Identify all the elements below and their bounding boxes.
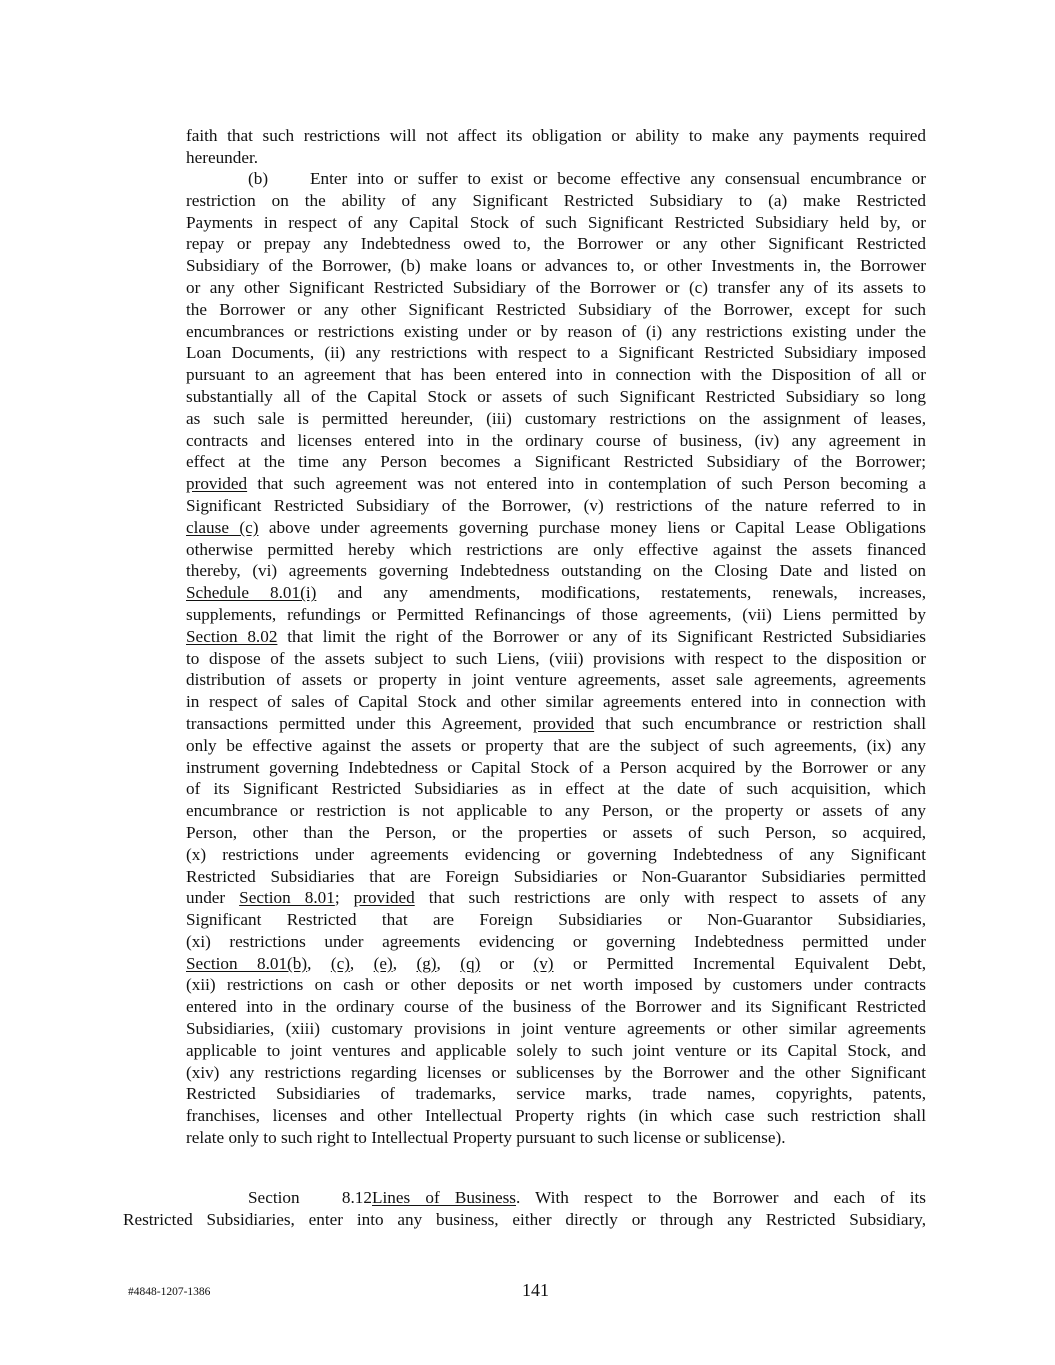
text-line (186, 321, 926, 343)
text-segment: (x) restrictions under agreements evidencing or governing Indebtedness of any Significant (186, 844, 926, 864)
text-segment: , (349, 953, 374, 973)
text-line (186, 996, 926, 1018)
text-segment: Significant Restricted Subsidiary of the Borrower, (v) restrictions of the nature referred to in (186, 495, 926, 515)
text-line (186, 364, 926, 386)
text-segment: instrument governing Indebtedness or Capital Stock of a Person acquired by the Borrower or any (186, 757, 926, 777)
text-line (186, 648, 926, 670)
text-segment: ; (334, 888, 354, 908)
text-line (186, 604, 926, 626)
section-number: Section 8.12 (248, 1188, 372, 1207)
text-line (186, 451, 926, 473)
text-line (186, 255, 926, 277)
page-number: 141 (522, 1280, 549, 1300)
cross-reference-link: (c) (330, 953, 350, 973)
text-segment: that such restrictions are only with respect to assets of any (414, 888, 926, 908)
text-segment: (xi) restrictions under agreements evidencing or governing Indebtedness permitted under (186, 931, 926, 951)
text-segment: Subsidiaries, (xiii) customary provisions in joint venture agreements or other similar agreements (186, 1019, 926, 1039)
text-line (186, 735, 926, 757)
text-segment: in respect of sales of Capital Stock and other similar agreements entered into in connection with (186, 692, 926, 712)
text-segment: (xiv) any restrictions regarding licenses or sublicenses by the Borrower and the other Significant (186, 1062, 926, 1082)
text-segment: transactions permitted under this Agreement, (186, 713, 534, 733)
document-id: #4848-1207-1386 (128, 1286, 211, 1298)
cross-reference-link: Section 8.01(b) (186, 953, 308, 973)
text-line: Restricted Subsidiaries, enter into any business, either directly or through any Restricted Subsidiary, (123, 1209, 926, 1229)
text-segment: under (186, 888, 240, 908)
text-line (186, 757, 926, 779)
text-line: hereunder. (186, 147, 259, 167)
text-line (186, 430, 926, 452)
text-segment: as such sale is permitted hereunder, (iii) customary restrictions on the assignment of leases, (186, 408, 926, 428)
text-segment: applicable to joint ventures and applicable solely to such joint venture or its Capital Stock, and (186, 1040, 926, 1060)
text-line (186, 887, 926, 909)
text-segment: pursuant to an agreement that has been entered into in connection with the Disposition of all or (186, 365, 926, 385)
cross-reference-link: (e) (373, 953, 393, 973)
cross-reference-link: Schedule 8.01(i) (186, 583, 317, 603)
text-line: faith that such restrictions will not affect its obligation or ability to make any payments required (186, 126, 926, 145)
text-line (186, 1127, 926, 1149)
text-line (186, 1040, 926, 1062)
cross-reference-link: Section 8.01 (239, 888, 335, 908)
text-segment: restriction on the ability of any Significant Restricted Subsidiary to (a) make Restricted (186, 190, 926, 210)
section-8-12-first-line (123, 1187, 926, 1209)
text-line (186, 953, 926, 975)
text-segment: or any other Significant Restricted Subsidiary of the Borrower or (c) transfer any of its assets to (186, 277, 926, 297)
text-line (186, 539, 926, 561)
text-segment: Loan Documents, (ii) any restrictions with respect to a Significant Restricted Subsidiary imposed (186, 343, 926, 363)
text-line (186, 800, 926, 822)
text-line (186, 1018, 926, 1040)
text-line (186, 909, 926, 931)
text-line (186, 495, 926, 517)
section-title: Lines of Business (372, 1188, 516, 1207)
text-line (186, 626, 926, 648)
text-line (186, 277, 926, 299)
text-segment: relate only to such right to Intellectual Property pursuant to such license or sublicense). (186, 1128, 786, 1148)
section-8-12 (123, 1187, 926, 1231)
cross-reference-link: provided (533, 713, 595, 733)
clause-label: (b) (248, 169, 269, 188)
text-segment: Restricted Subsidiaries that are Foreign Subsidiaries or Non-Guarantor Subsidiaries permitted (186, 866, 926, 886)
text-line (186, 713, 926, 735)
text-line (186, 866, 926, 888)
text-segment: of its Significant Restricted Subsidiaries as in effect at the date of such acquisition, which (186, 779, 926, 799)
cross-reference-link: provided (353, 888, 415, 908)
text-line (186, 386, 926, 408)
carryover-paragraph (186, 125, 926, 169)
paragraph-b (186, 168, 926, 1149)
text-segment: Subsidiary of the Borrower, (b) make loans or advances to, or other Investments in, the Borrower (186, 256, 926, 276)
text-segment: distribution of assets or property in joint venture agreements, asset sale agreements, agreements (186, 670, 926, 690)
text-segment: contracts and licenses entered into in the ordinary course of business, (iv) any agreement in (186, 430, 926, 450)
text-line (186, 822, 926, 844)
text-segment: or Permitted Incremental Equivalent Debt, (553, 953, 927, 973)
text-segment: encumbrances or restrictions existing under or by reason of (i) any restrictions existing under the (186, 321, 926, 341)
text-line (186, 1083, 926, 1105)
text-segment: , (307, 953, 331, 973)
text-line (186, 517, 926, 539)
text-line (186, 844, 926, 866)
text-segment: supplements, refundings or Permitted Refinancings of those agreements, (vii) Liens permitted by (186, 604, 926, 624)
text-line (186, 1105, 926, 1127)
cross-reference-link: (v) (533, 953, 554, 973)
text-line (186, 190, 926, 212)
text-segment: franchises, licenses and other Intellectual Property rights (in which case such restriction shall (186, 1106, 926, 1126)
text-line (186, 931, 926, 953)
text-segment: that such encumbrance or restriction shall (594, 713, 926, 733)
text-line (186, 233, 926, 255)
text-line (186, 669, 926, 691)
text-segment: repay or prepay any Indebtedness owed to, the Borrower or any other Significant Restricted (186, 234, 926, 254)
text-line (186, 560, 926, 582)
cross-reference-link: (q) (460, 953, 481, 973)
text-line (186, 582, 926, 604)
text-segment: that limit the right of the Borrower or any of its Significant Restricted Subsidiaries (277, 626, 926, 646)
cross-reference-link: (g) (416, 953, 437, 973)
text-segment: that such agreement was not entered into in contemplation of such Person becoming a (247, 474, 926, 494)
text-segment: , (436, 953, 461, 973)
text-line (186, 299, 926, 321)
section-text: . With respect to the Borrower and each of its (515, 1188, 926, 1207)
text-segment: Significant Restricted that are Foreign Subsidiaries or Non-Guarantor Subsidiaries, (186, 910, 926, 930)
text-line (186, 473, 926, 495)
text-segment: Payments in respect of any Capital Stock of such Significant Restricted Subsidiary held by, or (186, 212, 926, 232)
text-segment: the Borrower or any other Significant Restricted Subsidiary of the Borrower, except for such (186, 299, 926, 319)
text-segment: or (480, 953, 534, 973)
text-segment: (xii) restrictions on cash or other deposits or net worth imposed by customers under contracts (186, 975, 926, 995)
text-line (186, 778, 926, 800)
text-segment: Restricted Subsidiaries of trademarks, service marks, trade names, copyrights, patents, (186, 1084, 926, 1104)
text-segment: to dispose of the assets subject to such Liens, (viii) provisions with respect to the disposition or (186, 648, 926, 668)
text-segment: substantially all of the Capital Stock or assets of such Significant Restricted Subsidiary so long (186, 386, 926, 406)
text-segment: , (392, 953, 417, 973)
text-line (186, 1062, 926, 1084)
text-segment: entered into in the ordinary course of the business of the Borrower and its Significant Restricted (186, 997, 926, 1017)
text-line (186, 691, 926, 713)
cross-reference-link: Section 8.02 (186, 626, 278, 646)
text-segment: Person, other than the Person, or the properties or assets of such Person, so acquired, (186, 822, 926, 842)
text-segment: only be effective against the assets or property that are the subject of such agreements, (ix) any (186, 735, 926, 755)
text-line (186, 408, 926, 430)
text-segment: encumbrance or restriction is not applicable to any Person, or the property or assets of any (186, 801, 926, 821)
text-line (186, 342, 926, 364)
cross-reference-link: clause (c) (186, 517, 259, 537)
cross-reference-link: provided (186, 474, 248, 494)
text-line (186, 974, 926, 996)
text-segment: thereby, (vi) agreements governing Indebtedness outstanding on the Closing Date and listed on (186, 561, 926, 581)
paragraph-b-first-line (186, 168, 926, 190)
text-segment: effect at the time any Person becomes a Significant Restricted Subsidiary of the Borrower; (186, 452, 926, 472)
text-segment: and any amendments, modifications, restatements, renewals, increases, (316, 583, 927, 603)
text-segment: otherwise permitted hereby which restrictions are only effective against the assets financed (186, 539, 926, 559)
paragraph-b-lines (186, 190, 926, 1149)
clause-text: Enter into or suffer to exist or become effective any consensual encumbrance or (310, 169, 926, 188)
text-line (186, 212, 926, 234)
text-segment: above under agreements governing purchase money liens or Capital Lease Obligations (258, 517, 926, 537)
